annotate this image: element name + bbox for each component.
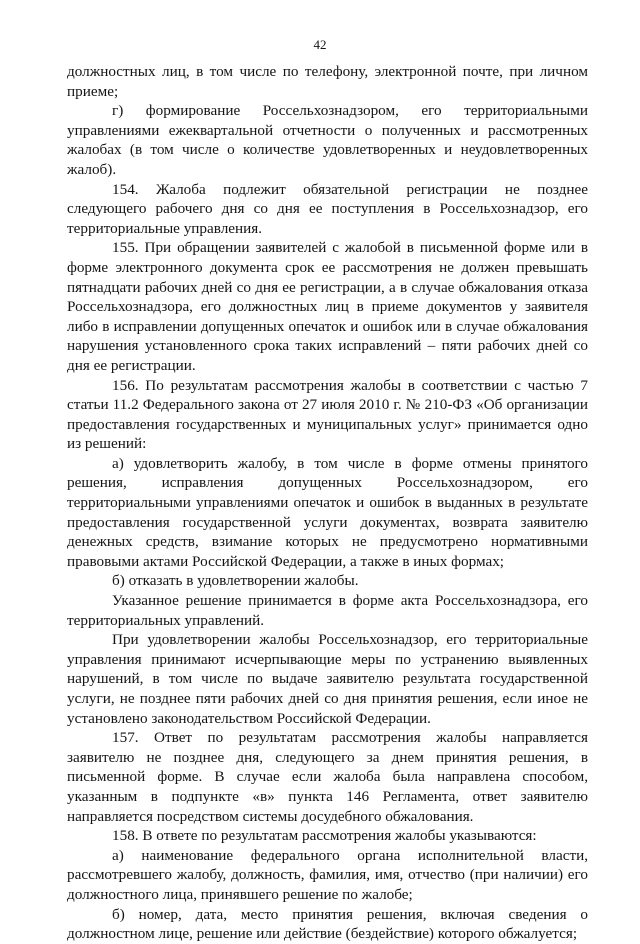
paragraph: должностных лиц, в том числе по телефону, электронной почте, при личном приеме; — [67, 63, 588, 100]
paragraph: Указанное решение принимается в форме акта Россельхознадзора, его территориальных управлений. — [67, 592, 588, 629]
paragraph: 155. При обращении заявителей с жалобой в письменной форме или в форме электронного документа срок ее рассмотрения не должен превышать пятнадцати рабочих дней со дня ее регистрации, а в случае обжалования отказа Россельхознадзора, его должностных лиц в приеме документов у заявителя либо в исправлении допущенных опечаток и ошибок или в случае обжалования нарушения установленного срока таких исправлений – пяти рабочих дней со дня ее регистрации. — [67, 239, 588, 374]
paragraph: а) удовлетворить жалобу, в том числе в форме отмены принятого решения, исправления допущенных Россельхознадзором, его территориальными управлениями опечаток и ошибок в выданных в результате предоставления государственной услуги документах, возврата заявителю денежных средств, взимание которых не предусмотрено нормативными правовыми актами Российской Федерации, а также в иных формах; — [67, 454, 588, 570]
paragraph: 158. В ответе по результатам рассмотрения жалобы указываются: — [112, 827, 537, 845]
paragraph: г) формирование Россельхознадзором, его территориальными управлениями ежеквартальной отчетности о полученных и рассмотренных жалобах (в том числе о количестве удовлетворенных и неудовлетворенных жалоб). — [67, 102, 588, 178]
paragraph: 156. По результатам рассмотрения жалобы в соответствии с частью 7 статьи 11.2 Федерального закона от 27 июля 2010 г. № 210-ФЗ «Об организации предоставления государственных и муниципальных услуг» принимается одно из решений: — [67, 376, 588, 453]
paragraph: б) номер, дата, место принятия решения, включая сведения о должностном лице, решение или действие (бездействие) которого обжалуется; — [67, 905, 588, 943]
page-number: 42 — [313, 37, 327, 52]
paragraph: 154. Жалоба подлежит обязательной регистрации не позднее следующего рабочего дня со дня ее поступления в Россельхознадзор, его территориальные управления. — [67, 180, 588, 237]
paragraph: 157. Ответ по результатам рассмотрения жалобы направляется заявителю не позднее дня, следующего за днем принятия решения, в письменной форме. В случае если жалоба была направлена способом, указанным в подпункте «в» пункта 146 Регламента, ответ заявителю направляется посредством системы досудебного обжалования. — [67, 729, 588, 825]
document-body — [67, 62, 588, 944]
paragraph: а) наименование федерального органа исполнительной власти, рассмотревшего жалобу, должность, фамилия, имя, отчество (при наличии) его должностного лица, принявшего решение по жалобе; — [67, 846, 588, 903]
paragraph: При удовлетворении жалобы Россельхознадзор, его территориальные управления принимают исчерпывающие меры по устранению выявленных нарушений, в том числе по выдаче заявителю результата государственной услуги, не позднее пяти рабочих дней со дня принятия решения, если иное не установлено законодательством Российской Федерации. — [67, 631, 588, 727]
paragraph: б) отказать в удовлетворении жалобы. — [112, 572, 359, 590]
